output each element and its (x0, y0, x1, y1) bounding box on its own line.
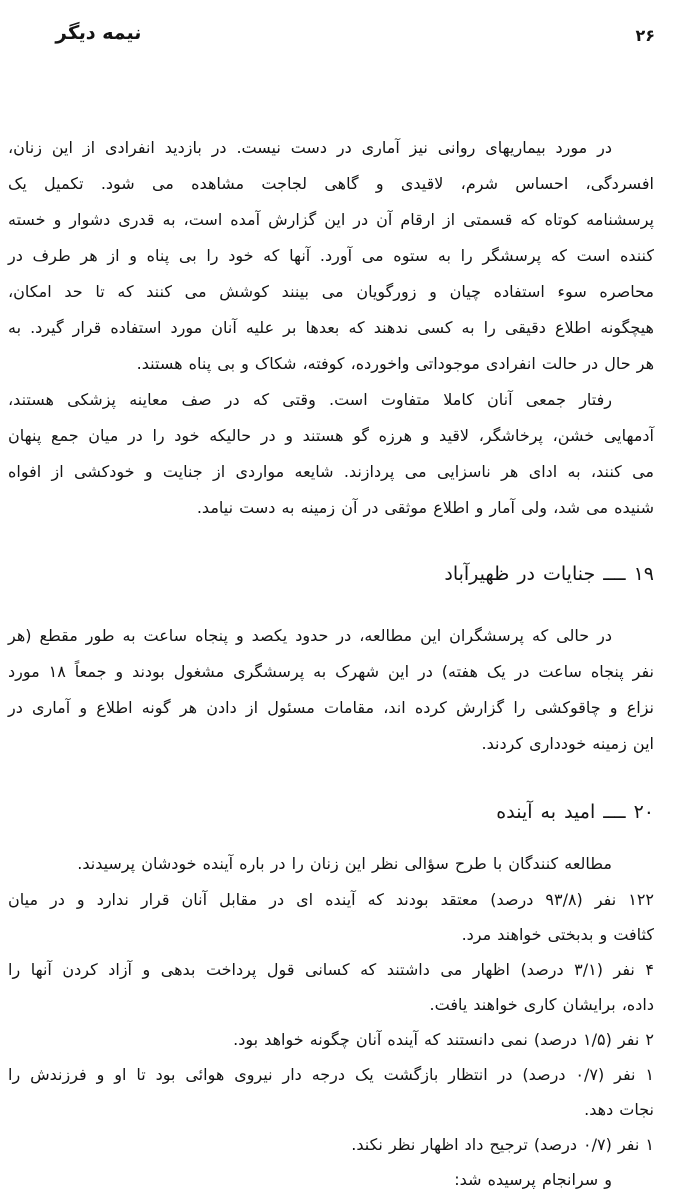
text-line: افسردگی، احساس شرم، لاقیدی و گاهی لجاجت مشاهده می شود. تکمیل یک (8, 174, 654, 193)
running-title: نیمه دیگر (55, 22, 143, 44)
text-line: کننده است که پرسشگر را به ستوه می آورد. آنها که خود را بی پناه و از هر طرف در (8, 246, 654, 265)
text-line: می کنند، به ادای هر ناسزایی می پردازند. شایعه مواردی از جنایت و خودکشی از افواه (8, 462, 654, 481)
text-line: نفر پنجاه ساعت در یک هفته) در این شهرک به پرسشگری مشغول بودند و جمعاً ۱۸ مورد (8, 662, 654, 681)
text-line: هر حال در حالت انفرادی موجوداتی واخورده، کوفته، شکاک و بی پناه هستند. (136, 354, 654, 373)
text-line: ۱۲۲ نفر (۹۳/۸ درصد) معتقد بودند که آینده ای در مقابل آنان قرار ندارد و در میان (8, 890, 655, 909)
running-head (0, 20, 674, 54)
section-heading: ۱۹ ــــ جنایات در ظهیرآباد (444, 563, 654, 585)
text-line: مطالعه کنندگان با طرح سؤالی نظر این زنان را در باره آینده خودشان پرسیدند. (77, 854, 612, 873)
text-line: داده، برایشان کاری خواهند یافت. (429, 995, 654, 1014)
text-line: پرسشنامه کوتاه که قسمتی از ارقام آن در این گزارش آمده است، به قدری دشوار و خسته (8, 210, 654, 229)
text-line: این زمینه خودداری کردند. (481, 734, 654, 753)
text-line: ۴ نفر (۳/۱ درصد) اظهار می داشتند که کسانی قول پرداخت بدهی و آزاد کردن آنها را (8, 960, 654, 979)
page-number: ۲۶ (635, 26, 655, 45)
text-line: نجات دهد. (584, 1100, 654, 1119)
text-line: آدمهایی خشن، پرخاشگر، لاقید و هرزه گو هستند و در حالیکه خود را در میان جمع پنهان (8, 426, 654, 445)
page-body (8, 130, 654, 1198)
text-line: محاصره سوء استفاده چیان و زورگویان می بینند کوشش می کنند که تا حد امکان، (8, 282, 654, 301)
text-line: کثافت و بدبختی خواهند مرد. (461, 925, 654, 944)
text-line: نزاع و چاقوکشی را گزارش کرده اند، مقامات مسئول از دادن هر گونه اطلاع و آماری در (8, 698, 654, 717)
text-line: ۲ نفر (۱/۵ درصد) نمی دانستند که آینده آنان چگونه خواهد بود. (233, 1030, 654, 1049)
section-heading: ۲۰ ــــ امید به آینده (496, 801, 654, 823)
text-line: ۱ نفر (۰/۷ درصد) ترجیح داد اظهار نظر نکند. (351, 1135, 654, 1154)
text-line: شنیده می شد، ولی آمار و اطلاع موثقی در آن زمینه به دست نیامد. (196, 498, 654, 517)
text-line: در حالی که پرسشگران این مطالعه، در حدود یکصد و پنجاه ساعت به طور مقطع (هر (8, 626, 612, 645)
text-line: در مورد بیماریهای روانی نیز آماری در دست نیست. در بازدید انفرادی از این زنان، (8, 138, 612, 157)
text-line: هیچگونه اطلاع دقیقی را به کسی ندهند که بعدها بر علیه آنان مورد استفاده قرار گیرد. به (8, 318, 654, 337)
text-line: ۱ نفر (۰/۷ درصد) در انتظار بازگشت یک درجه دار نیروی هوائی بود تا او و فرزندش را (8, 1065, 655, 1084)
text-line: و سرانجام پرسیده شد: (454, 1170, 612, 1189)
text-line: رفتار جمعی آنان کاملا متفاوت است. وقتی که در صف معاینه پزشکی هستند، (8, 390, 612, 409)
